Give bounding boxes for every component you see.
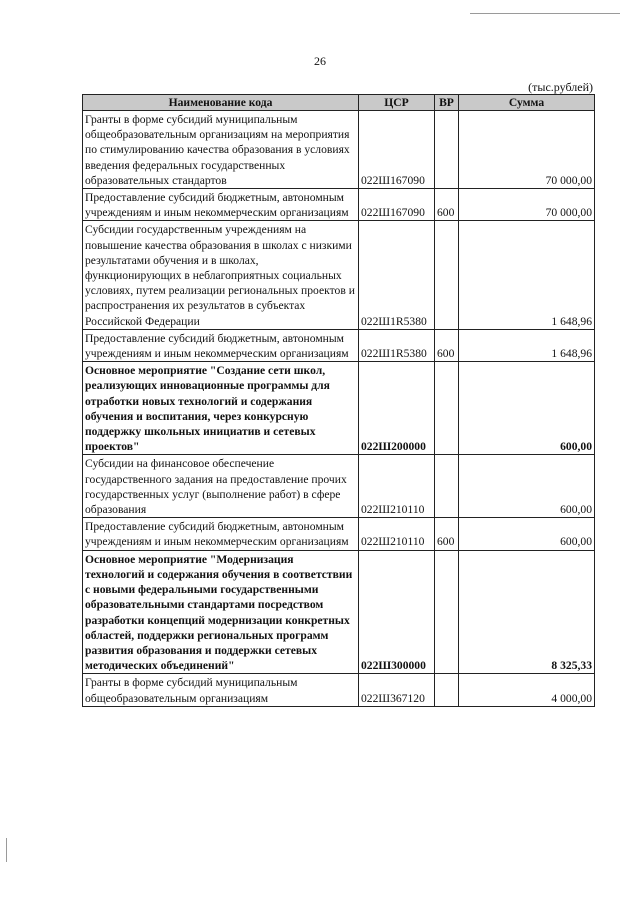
row-vr	[435, 455, 459, 518]
row-csr: 022Ш167090	[359, 189, 435, 221]
row-sum: 8 325,33	[459, 550, 595, 674]
row-csr: 022Ш300000	[359, 550, 435, 674]
row-vr	[435, 362, 459, 455]
table-row-main-activity	[83, 362, 595, 455]
row-csr: 022Ш167090	[359, 111, 435, 189]
row-csr: 022Ш210110	[359, 518, 435, 550]
scan-artifact-line	[6, 838, 7, 862]
scan-artifact-line	[470, 13, 620, 14]
row-csr: 022Ш367120	[359, 674, 435, 706]
row-vr	[435, 674, 459, 706]
row-name: Предоставление субсидий бюджетным, автономным учреждениям и иным некоммерческим организациям	[83, 329, 359, 361]
row-name: Субсидии государственным учреждениям на повышение качества образования в школах с низкими результатами обучения и в школах, функционирующих в неблагоприятных социальных условиях, путем реализации региональных проектов и распространения их результатов в субъектах Российской Федерации	[83, 221, 359, 329]
row-vr	[435, 550, 459, 674]
row-csr: 022Ш200000	[359, 362, 435, 455]
table-row	[83, 674, 595, 706]
row-sum: 70 000,00	[459, 111, 595, 189]
row-vr	[435, 221, 459, 329]
row-sum: 1 648,96	[459, 221, 595, 329]
row-vr: 600	[435, 329, 459, 361]
page-number: 26	[314, 54, 326, 68]
row-vr: 600	[435, 189, 459, 221]
table-row	[83, 221, 595, 329]
row-sum: 1 648,96	[459, 329, 595, 361]
table-row	[83, 111, 595, 189]
row-name: Субсидии на финансовое обеспечение государственного задания на предоставление прочих государственных услуг (выполнение работ) в сфере образования	[83, 455, 359, 518]
row-sum: 600,00	[459, 518, 595, 550]
table-row	[83, 455, 595, 518]
table-header-row	[83, 95, 595, 111]
row-name: Гранты в форме субсидий муниципальным общеобразовательным организациям	[83, 674, 359, 706]
header-name: Наименование кода	[83, 95, 359, 111]
row-sum: 4 000,00	[459, 674, 595, 706]
row-name: Предоставление субсидий бюджетным, автономным учреждениям и иным некоммерческим организациям	[83, 189, 359, 221]
header-vr: ВР	[435, 95, 459, 111]
units-label: (тыс.рублей)	[528, 80, 593, 94]
table-row-main-activity	[83, 550, 595, 674]
row-sum: 70 000,00	[459, 189, 595, 221]
row-csr: 022Ш1R5380	[359, 221, 435, 329]
table-row	[83, 518, 595, 550]
row-csr: 022Ш1R5380	[359, 329, 435, 361]
row-vr: 600	[435, 518, 459, 550]
row-name: Гранты в форме субсидий муниципальным общеобразовательным организациям на мероприятия по стимулированию качества образования в условиях введения федеральных государственных образовательных стандартов	[83, 111, 359, 189]
header-csr: ЦСР	[359, 95, 435, 111]
table-row	[83, 189, 595, 221]
row-sum: 600,00	[459, 455, 595, 518]
budget-table	[82, 94, 595, 707]
row-sum: 600,00	[459, 362, 595, 455]
row-name: Предоставление субсидий бюджетным, автономным учреждениям и иным некоммерческим организациям	[83, 518, 359, 550]
row-name: Основное мероприятие "Создание сети школ, реализующих инновационные программы для отработки новых технологий и содержания обучения и воспитания, через конкурсную поддержку школьных инициатив и сетевых проектов"	[83, 362, 359, 455]
table-row	[83, 329, 595, 361]
row-vr	[435, 111, 459, 189]
row-name: Основное мероприятие "Модернизация технологий и содержания обучения в соответствии с новыми федеральными государственными образовательными стандартами посредством разработки концепций модернизации конкретных областей, поддержки региональных программ развития образования и поддержки сетевых методических объединений"	[83, 550, 359, 674]
header-sum: Сумма	[459, 95, 595, 111]
row-csr: 022Ш210110	[359, 455, 435, 518]
